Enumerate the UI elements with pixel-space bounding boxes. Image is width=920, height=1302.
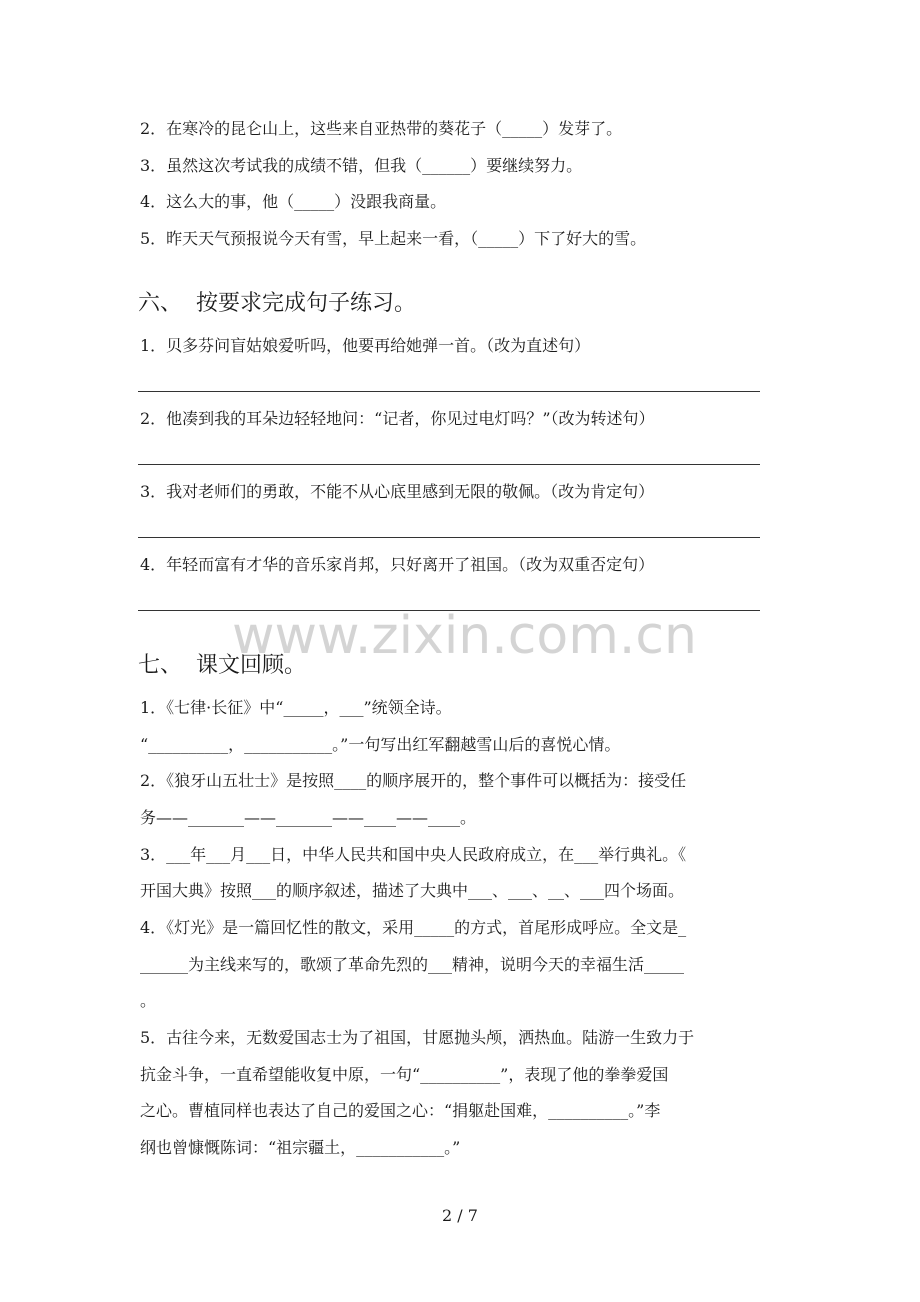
fill-blank-item-2: 2．在寒冷的昆仑山上，这些来自亚热带的葵花子（_____）发芽了。 <box>140 119 623 138</box>
watermark: www.zixin.com.cn <box>232 606 697 666</box>
answer-line-2[interactable] <box>138 464 760 465</box>
sentence-item-1: 1．贝多芬问盲姑娘爱听吗，他要再给她弹一首。（改为直述句） <box>140 336 591 355</box>
review-line-4: 务——_______——_______——____——____。 <box>140 808 477 827</box>
sentence-item-3: 3．我对老师们的勇敢，不能不从心底里感到无限的敬佩。（改为肯定句） <box>140 482 655 501</box>
review-line-5: 3．___年___月___日，中华人民共和国中央人民政府成立，在___举行典礼。《 <box>140 845 687 864</box>
review-line-7: 4．《灯光》是一篇回忆性的散文，采用_____的方式，首尾形成呼应。全文是_ <box>140 918 687 937</box>
review-line-3: 2．《狼牙山五壮士》是按照____的顺序展开的，整个事件可以概括为：接受任 <box>140 771 687 790</box>
review-line-1: 1．《七律·长征》中“_____，___”统领全诗。 <box>140 698 452 717</box>
review-line-10: 5．古往今来，无数爱国志士为了祖国，甘愿抛头颅，洒热血。陆游一生致力于 <box>140 1028 695 1047</box>
review-line-9: 。 <box>140 991 157 1010</box>
review-line-11: 抗金斗争，一直希望能收复中原，一句“__________”，表现了他的拳拳爱国 <box>140 1065 669 1084</box>
answer-line-1[interactable] <box>138 391 760 392</box>
review-line-13: 纲也曾慷慨陈词：“祖宗疆土，___________。” <box>140 1138 461 1157</box>
section-7-heading: 七、 课文回顾。 <box>138 653 306 678</box>
fill-blank-item-4: 4．这么大的事，他（_____）没跟我商量。 <box>140 192 447 211</box>
fill-blank-item-3: 3．虽然这次考试我的成绩不错，但我（______）要继续努力。 <box>140 156 583 175</box>
answer-line-3[interactable] <box>138 537 760 538</box>
review-line-6: 开国大典》按照___的顺序叙述，描述了大典中___、___、__、___四个场面。 <box>140 881 685 900</box>
sentence-item-2: 2．他凑到我的耳朵边轻轻地问：“记者，你见过电灯吗？”（改为转述句） <box>140 409 655 428</box>
review-line-12: 之心。曹植同样也表达了自己的爱国之心：“捐躯赴国难，__________。”李 <box>140 1101 661 1120</box>
page-number: 2 / 7 <box>442 1206 478 1225</box>
sentence-item-4: 4．年轻而富有才华的音乐家肖邦，只好离开了祖国。（改为双重否定句） <box>140 555 655 574</box>
review-line-8: ______为主线来写的，歌颂了革命先烈的___精神，说明今天的幸福生活_____ <box>140 955 685 974</box>
section-6-heading: 六、 按要求完成句子练习。 <box>138 291 416 316</box>
review-line-2: “__________，___________。”一句写出红军翻越雪山后的喜悦心情。 <box>140 735 621 754</box>
fill-blank-item-5: 5．昨天天气预报说今天有雪，早上起来一看，（_____）下了好大的雪。 <box>140 229 647 248</box>
